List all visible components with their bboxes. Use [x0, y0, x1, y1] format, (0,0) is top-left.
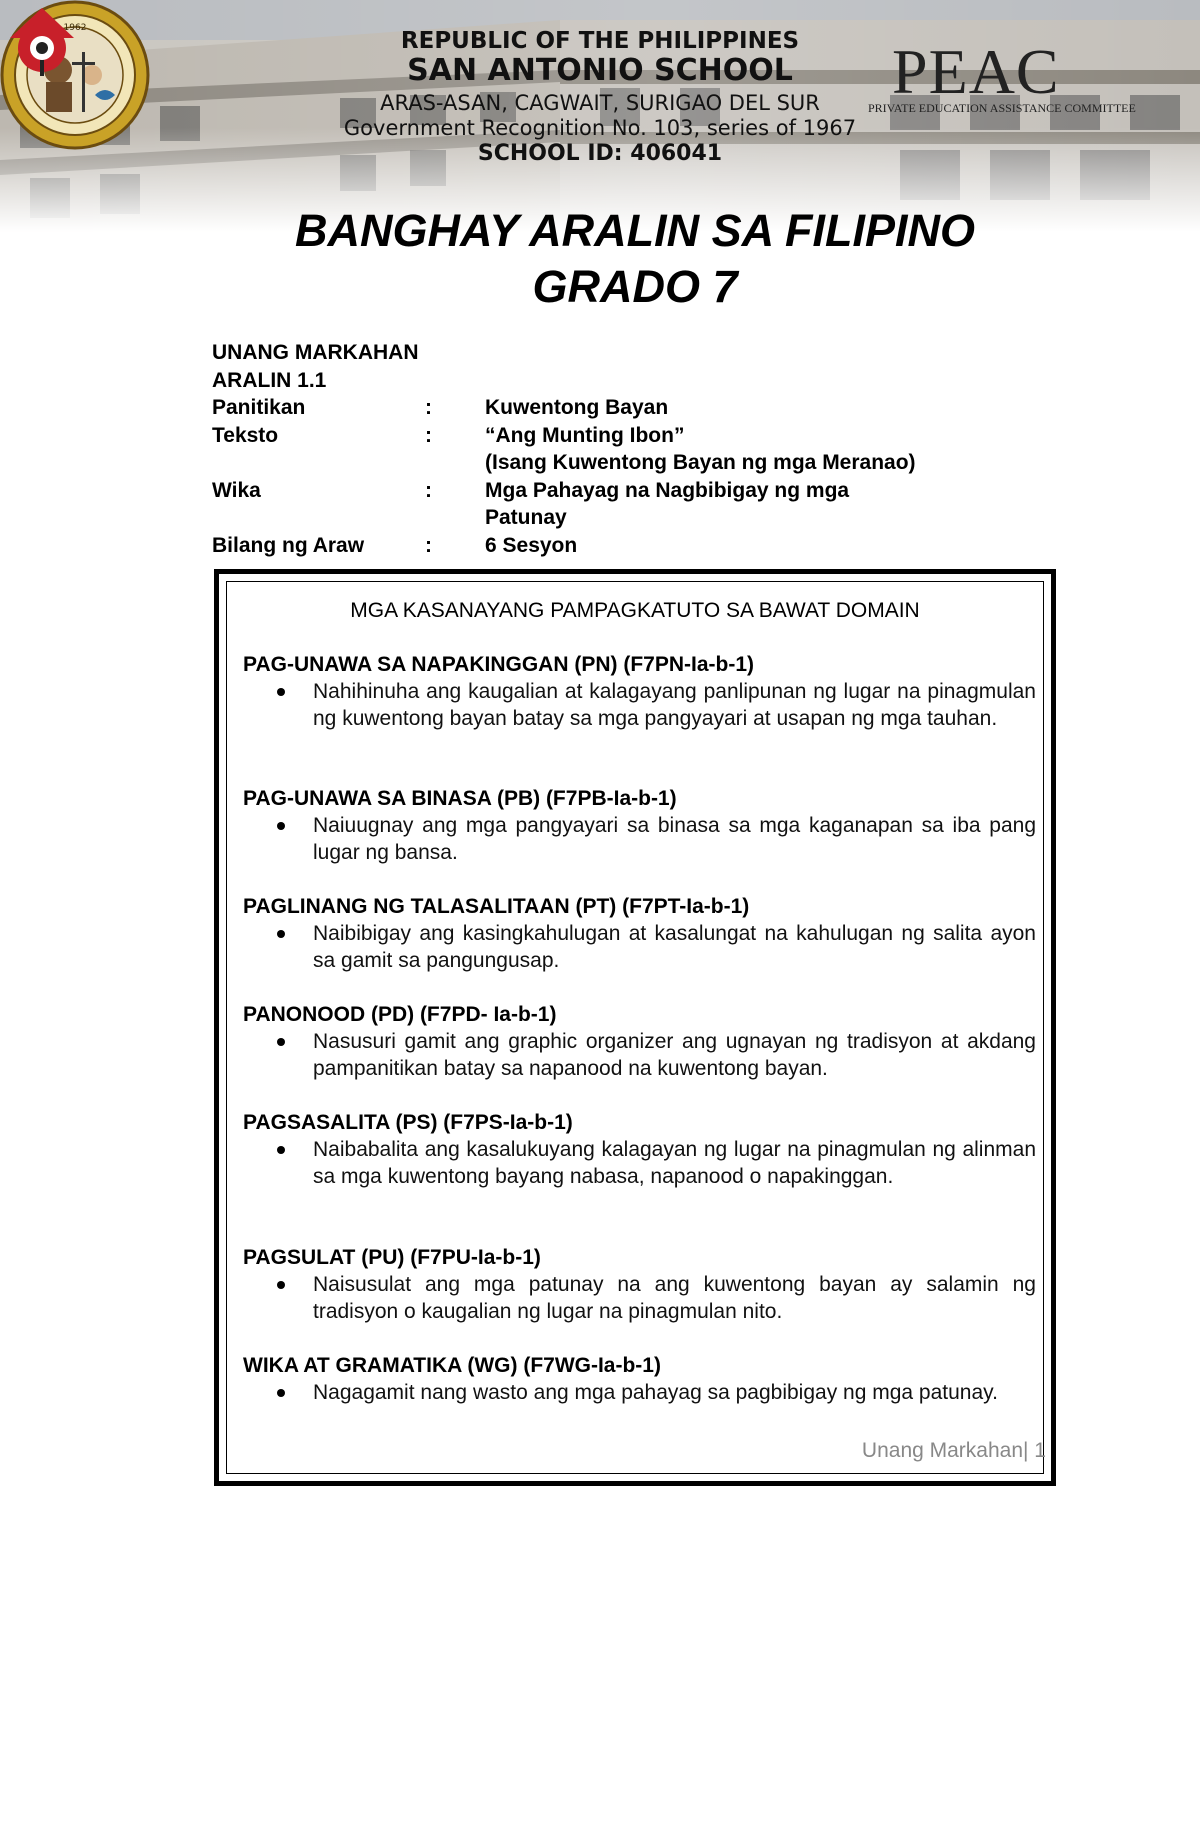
info-row [212, 422, 1012, 450]
info-label: Bilang ng Araw [212, 533, 365, 557]
lesson-info [212, 339, 1012, 559]
info-label: Teksto [212, 423, 279, 447]
competency-item [243, 1136, 1036, 1190]
bullet-icon [277, 1281, 285, 1289]
competency-text: Naibibigay ang kasingkahulugan at kasalungat na kahulugan ng salita ayon sa gamit sa pangungusap. [313, 922, 1036, 972]
competency-text: Nagagamit nang wasto ang mga pahayag sa pagbibigay ng mga patunay. [313, 1381, 998, 1404]
info-label [212, 449, 425, 477]
info-value: Patunay [485, 506, 567, 529]
competencies-heading: MGA KASANAYANG PAMPAGKATUTO SA BAWAT DOMAIN [350, 599, 920, 622]
competency-text: Naiuugnay ang mga pangyayari sa binasa sa mga kaganapan sa iba pang lugar ng bansa. [313, 814, 1036, 864]
republic-line: REPUBLIC OF THE PHILIPPINES [400, 28, 800, 54]
domain-section [243, 893, 1036, 974]
government-recognition: Government Recognition No. 103, series of 1967 [343, 116, 857, 140]
peac-wordmark: PEAC [892, 36, 1060, 107]
header-banner [0, 0, 1200, 232]
competency-item [243, 1271, 1036, 1325]
info-row [212, 504, 1012, 532]
domain-title: PAGSASALITA (PS) (F7PS-Ia-b-1) [243, 1111, 573, 1134]
competency-text: Nasusuri gamit ang graphic organizer ang ugnayan ng tradisyon at akdang pampanitikan batay sa napanood na kuwentong bayan. [313, 1030, 1036, 1080]
domain-section [243, 1109, 1036, 1190]
info-colon [425, 449, 485, 477]
info-colon: : [425, 533, 432, 557]
domain-section [243, 1001, 1036, 1082]
info-colon: : [425, 423, 432, 447]
competency-text: Nahihinuha ang kaugalian at kalagayang panlipunan ng lugar na pinagmulan ng kuwentong bayan batay sa mga pangyayari at usapan ng mga tauhan. [313, 680, 1036, 730]
bullet-icon [277, 930, 285, 938]
info-label [212, 504, 425, 532]
domain-section [243, 651, 1036, 732]
info-row [212, 532, 1012, 560]
info-row [212, 449, 1012, 477]
bullet-icon [277, 688, 285, 696]
domain-title: WIKA AT GRAMATIKA (WG) (F7WG-Ia-b-1) [243, 1354, 661, 1377]
school-id: SCHOOL ID: 406041 [477, 141, 723, 166]
competencies-inner-frame [226, 581, 1044, 1474]
info-value: (Isang Kuwentong Bayan ng mga Meranao) [485, 451, 916, 474]
domain-title: PAG-UNAWA SA BINASA (PB) (F7PB-Ia-b-1) [243, 787, 677, 810]
document-title: BANGHAY ARALIN SA FILIPINO [294, 205, 975, 256]
info-row [212, 477, 1012, 505]
info-label: Panitikan [212, 396, 306, 419]
bullet-icon [277, 1038, 285, 1046]
info-colon: : [425, 478, 432, 502]
domain-title: PANONOOD (PD) (F7PD- Ia-b-1) [243, 1003, 557, 1026]
bullet-icon [277, 1146, 285, 1154]
bullet-icon [277, 822, 285, 830]
domain-section [243, 1244, 1036, 1325]
domain-section [243, 1352, 1036, 1406]
competency-item [243, 1028, 1036, 1082]
competency-item [243, 812, 1036, 866]
domain-title: PAG-UNAWA SA NAPAKINGGAN (PN) (F7PN-Ia-b-1) [243, 653, 754, 676]
info-label: Wika [212, 478, 261, 502]
svg-text:1962: 1962 [63, 23, 87, 33]
domain-title: PAGLINANG NG TALASALITAAN (PT) (F7PT-Ia-b-1) [243, 895, 750, 918]
quarter-label: UNANG MARKAHAN [212, 341, 419, 364]
info-row [212, 394, 1012, 422]
info-colon: : [425, 396, 432, 419]
bullet-icon [277, 1389, 285, 1397]
info-value: “Ang Munting Ibon” [485, 423, 685, 447]
competency-item [243, 678, 1036, 732]
competency-item [243, 1379, 1036, 1406]
competency-text: Naibabalita ang kasalukuyang kalagayan ng lugar na pinagmulan ng alinman sa mga kuwentong bayang nabasa, napanood o napakinggan. [313, 1138, 1036, 1188]
peac-subtitle: PRIVATE EDUCATION ASSISTANCE COMMITTEE [868, 101, 1136, 115]
info-value: Mga Pahayag na Nagbibigay ng mga [485, 478, 850, 502]
domain-title: PAGSULAT (PU) (F7PU-Ia-b-1) [243, 1246, 541, 1269]
grade-title: GRADO 7 [532, 261, 738, 312]
info-colon [425, 504, 485, 532]
info-value: 6 Sesyon [485, 533, 578, 557]
page-footer: Unang Markahan| 1 [861, 1439, 1046, 1462]
school-name: SAN ANTONIO SCHOOL [407, 53, 793, 88]
competency-text: Naisusulat ang mga patunay na ang kuwentong bayan ay salamin ng tradisyon o kaugalian ng lugar na pinagmulan nito. [313, 1273, 1036, 1323]
lesson-label: ARALIN 1.1 [212, 368, 327, 392]
competency-item [243, 920, 1036, 974]
info-value: Kuwentong Bayan [485, 396, 669, 419]
domain-section [243, 785, 1036, 866]
school-address: ARAS-ASAN, CAGWAIT, SURIGAO DEL SUR [380, 91, 820, 115]
competencies-box [214, 569, 1056, 1486]
